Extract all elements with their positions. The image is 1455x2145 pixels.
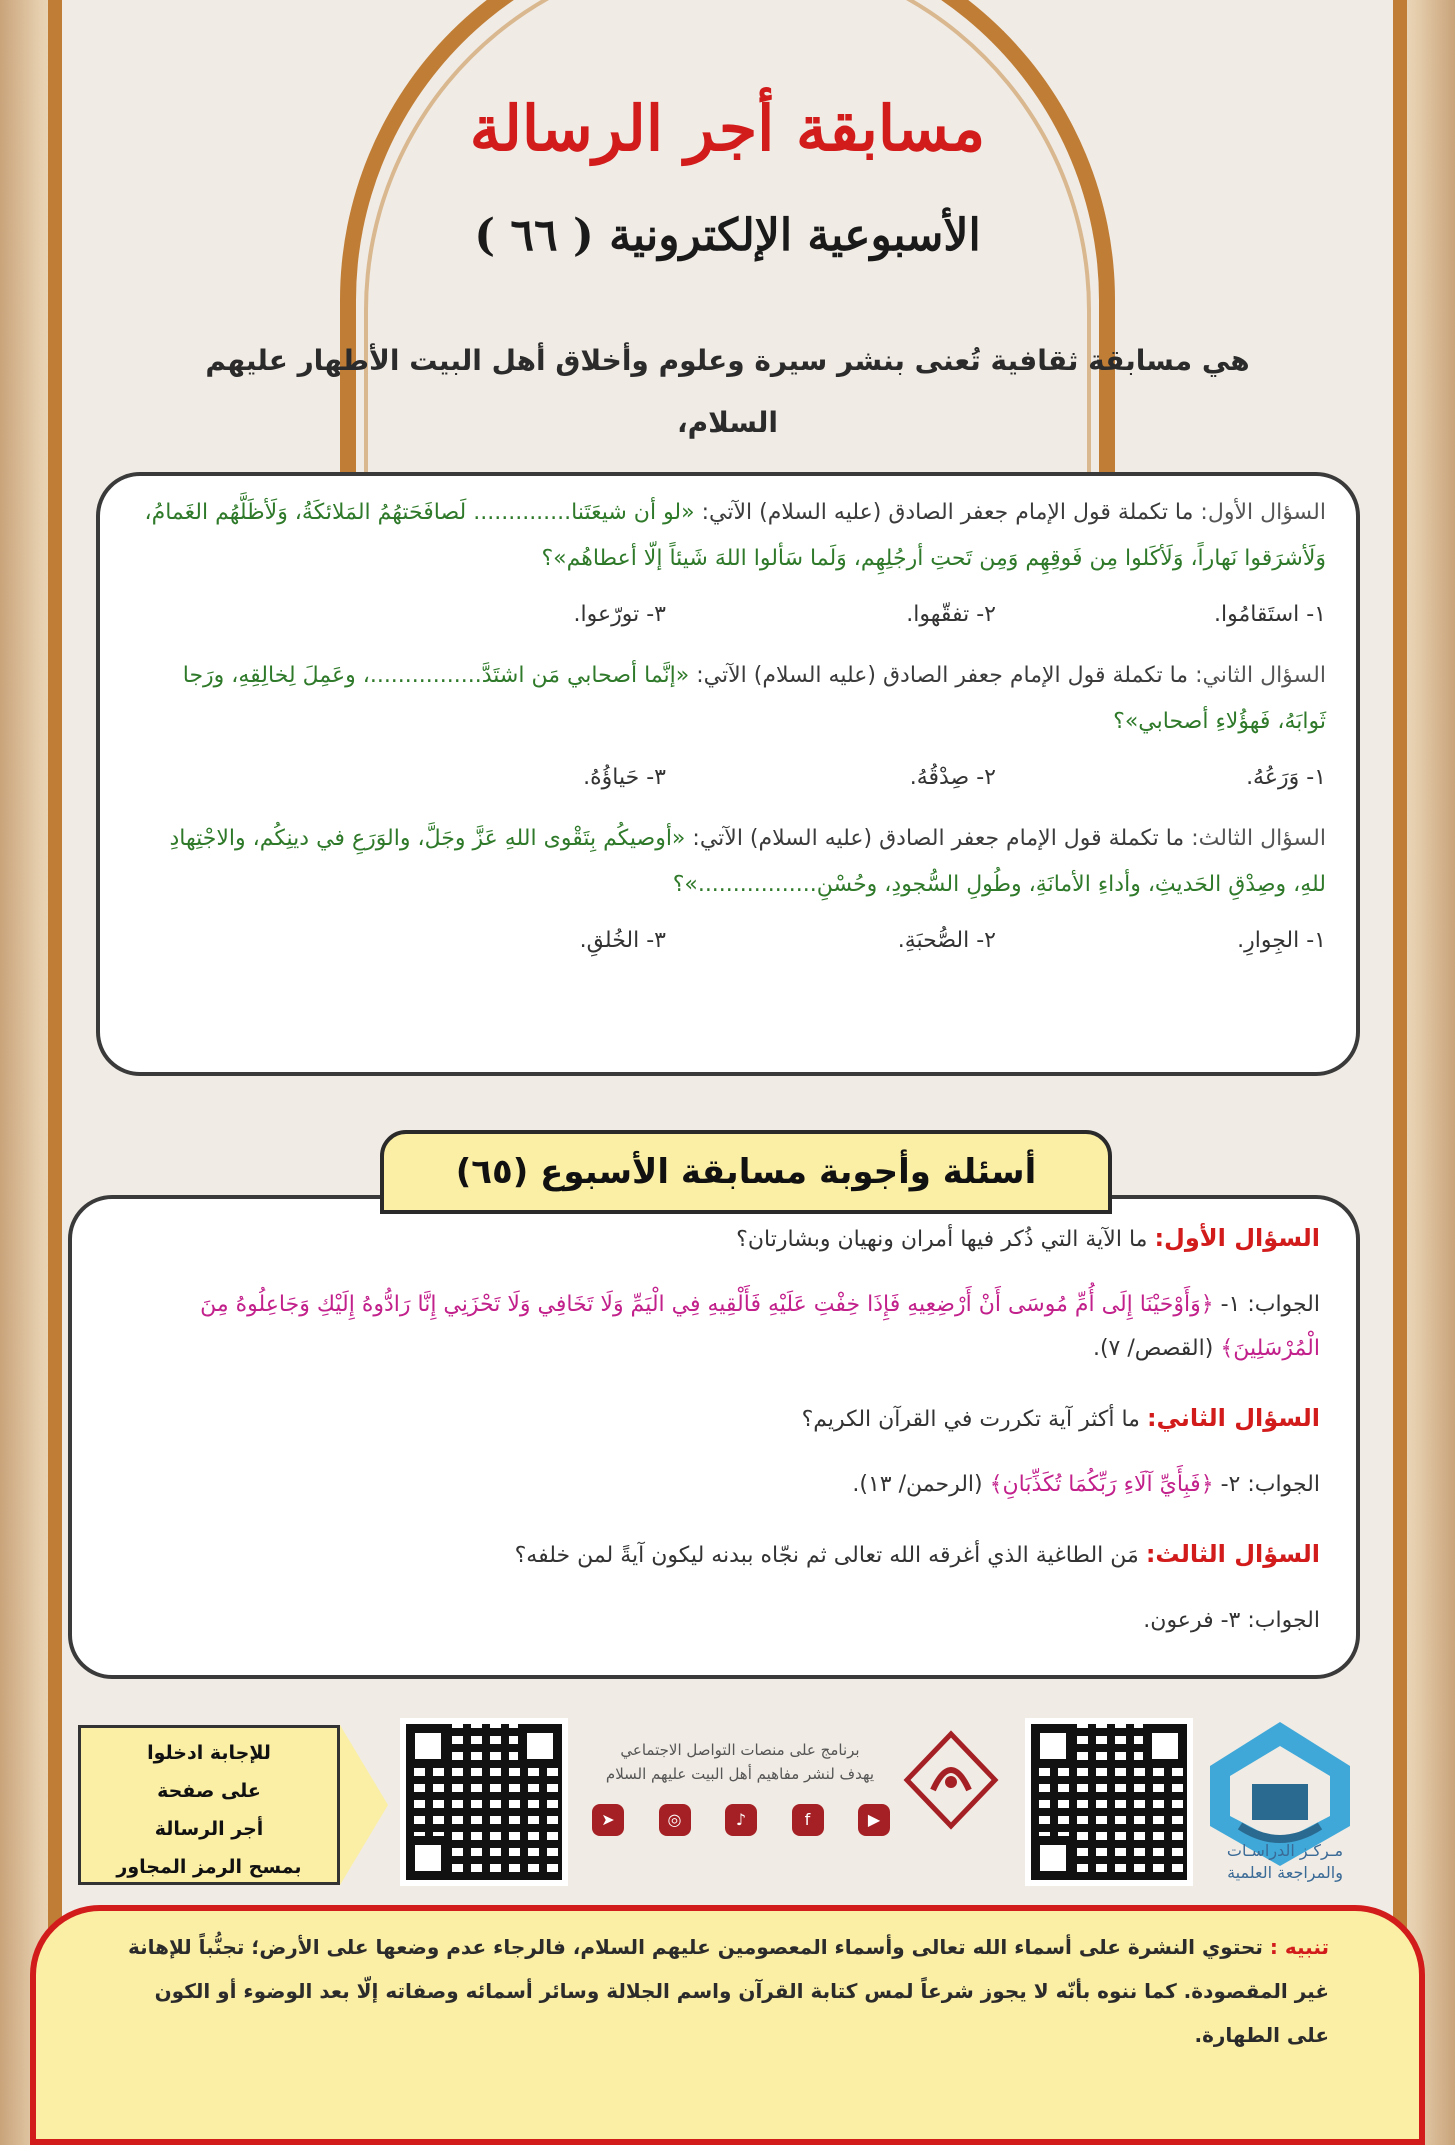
option[interactable]: ١- استَقامُوا. [1213, 602, 1326, 627]
question-1-options [130, 602, 1326, 627]
answer-question-3: السؤال الثالث: مَن الطاغية الذي أغرقه الله تعالى ثم نجّاه ببدنه ليكون آيةً لمن خلفه؟ [514, 1540, 1320, 1568]
qr-code-left[interactable] [400, 1718, 568, 1886]
question-2-options [130, 765, 1326, 790]
center-name: مـركـز الدراسـات والمراجعة العلمية [1226, 1841, 1344, 1882]
tiktok-icon[interactable]: ♪ [725, 1804, 757, 1836]
option[interactable]: ٣- تورّعوا. [573, 602, 666, 627]
cta-line: للإجابة ادخلوا [147, 1742, 271, 1764]
option[interactable]: ٢- الصُّحبَةِ. [897, 928, 996, 953]
telegram-icon[interactable]: ➤ [592, 1804, 624, 1836]
answers-box [68, 1195, 1360, 1679]
ajr-alrisala-logo [903, 1730, 999, 1830]
qr-code-right[interactable] [1025, 1718, 1193, 1886]
question-3-options [130, 928, 1326, 953]
questions-box [96, 472, 1360, 1076]
notice-text: تحتوي النشرة على أسماء الله تعالى وأسماء المعصومين عليهم السلام، فالرجاء عدم وضعها على الأرض؛ تجنُّباً للإهانة غير المقصودة. كما ننوه بأنّه لا يجوز شرعاً لمس كتابة القرآن واسم الجلالة وسائر أسمائه وصفاته إلّا بعد الوضوء أو الكون على الطهارة. [127, 1935, 1329, 2047]
social-icons [592, 1804, 890, 1836]
youtube-icon[interactable]: ▶ [858, 1804, 890, 1836]
answer-question-2: السؤال الثاني: ما أكثر آية تكررت في القرآن الكريم؟ [801, 1404, 1320, 1432]
answer-3: الجواب: ٣- فرعون. [1143, 1608, 1320, 1633]
notice-label: تنبيه : [1269, 1935, 1329, 1959]
social-description: برنامج على منصات التواصل الاجتماعي يهدف لنشر مفاهيم أهل البيت عليهم السلام [605, 1741, 875, 1783]
question-3: السؤال الثالث: ما تكملة قول الإمام جعفر الصادق (عليه السلام) الآتي: «أوصيكُم بِتَقْوى اللهِ عَزَّ وجَلَّ، والوَرَعِ في دينِكُم، والاجْتِهادِ للهِ، وصِدْقِ الحَديثِ، وأداءِ الأمانَةِ، وطُولِ السُّجودِ، وحُسْنِ.................»؟ [169, 826, 1326, 897]
cta-box [78, 1725, 340, 1885]
page-title: مسابقة أجر الرسالة [469, 92, 986, 165]
option[interactable]: ٣- الخُلقِ. [579, 928, 666, 953]
page-subtitle: الأسبوعية الإلكترونية ( ٦٦ ) [474, 210, 981, 261]
cta-line: أجر الرسالة [154, 1818, 264, 1840]
question-1: السؤال الأول: ما تكملة قول الإمام جعفر الصادق (عليه السلام) الآتي: «لو أن شيعَتَنا.............. لَصافَحَتهُمُ المَلائكَةُ، وَلَأظَلَّهُم الغَمامُ، وَلَأشرَقوا نَهاراً، وَلَأكَلوا مِن فَوقِهِم وَمِن تَحتِ أرجُلِهِم، وَلَما سَألوا اللهَ شَيئاً إلّا أعطاهُم»؟ [144, 500, 1326, 571]
answer-question-1: السؤال الأول: ما الآية التي ذُكر فيها أمران ونهيان وبشارتان؟ [736, 1224, 1320, 1252]
notice-box [30, 1905, 1425, 2145]
option[interactable]: ٣- حَياؤُهُ. [583, 765, 666, 790]
facebook-icon[interactable]: f [792, 1804, 824, 1836]
cta-line: بمسح الرمز المجاور [116, 1856, 302, 1878]
answers-banner: أسئلة وأجوبة مسابقة الأسبوع (٦٥) [380, 1130, 1112, 1214]
answer-1: الجواب: ١- ﴿وَأَوْحَيْنَا إِلَى أُمِّ مُوسَى أَنْ أَرْضِعِيهِ فَإِذَا خِفْتِ عَلَيْهِ فَأَلْقِيهِ فِي الْيَمِّ وَلَا تَخَافِي وَلَا تَحْزَنِي إِنَّا رَادُّوهُ إِلَيْكِ وَجَاعِلُوهُ مِنَ الْمُرْسَلِينَ﴾ (القصص/ ٧). [200, 1292, 1320, 1361]
option[interactable]: ١- الجِوارِ. [1237, 928, 1326, 953]
cta-line: على صفحة [157, 1780, 261, 1802]
cta-arrow [340, 1725, 388, 1885]
option[interactable]: ٢- تفقّهوا. [906, 602, 996, 627]
instagram-icon[interactable]: ◎ [659, 1804, 691, 1836]
intro-line-1: هي مسابقة ثقافية تُعنى بنشر سيرة وعلوم وأخلاق أهل البيت الأطهار عليهم السلام، [205, 344, 1250, 439]
option[interactable]: ١- وَرَعُهُ. [1246, 765, 1326, 790]
option[interactable]: ٢- صِدْقُهُ. [909, 765, 996, 790]
answer-2: الجواب: ٢- ﴿فَبِأَيِّ آلَاءِ رَبِّكُمَا تُكَذِّبَانِ﴾ (الرحمن/ ١٣). [852, 1472, 1320, 1497]
question-2: السؤال الثاني: ما تكملة قول الإمام جعفر الصادق (عليه السلام) الآتي: «إنَّما أصحابي مَن اشتَدَّ................، وعَمِلَ لِخالِقِهِ، ورَجا ثَوابَهُ، فَهؤُلاءِ أصحابي»؟ [182, 663, 1326, 734]
